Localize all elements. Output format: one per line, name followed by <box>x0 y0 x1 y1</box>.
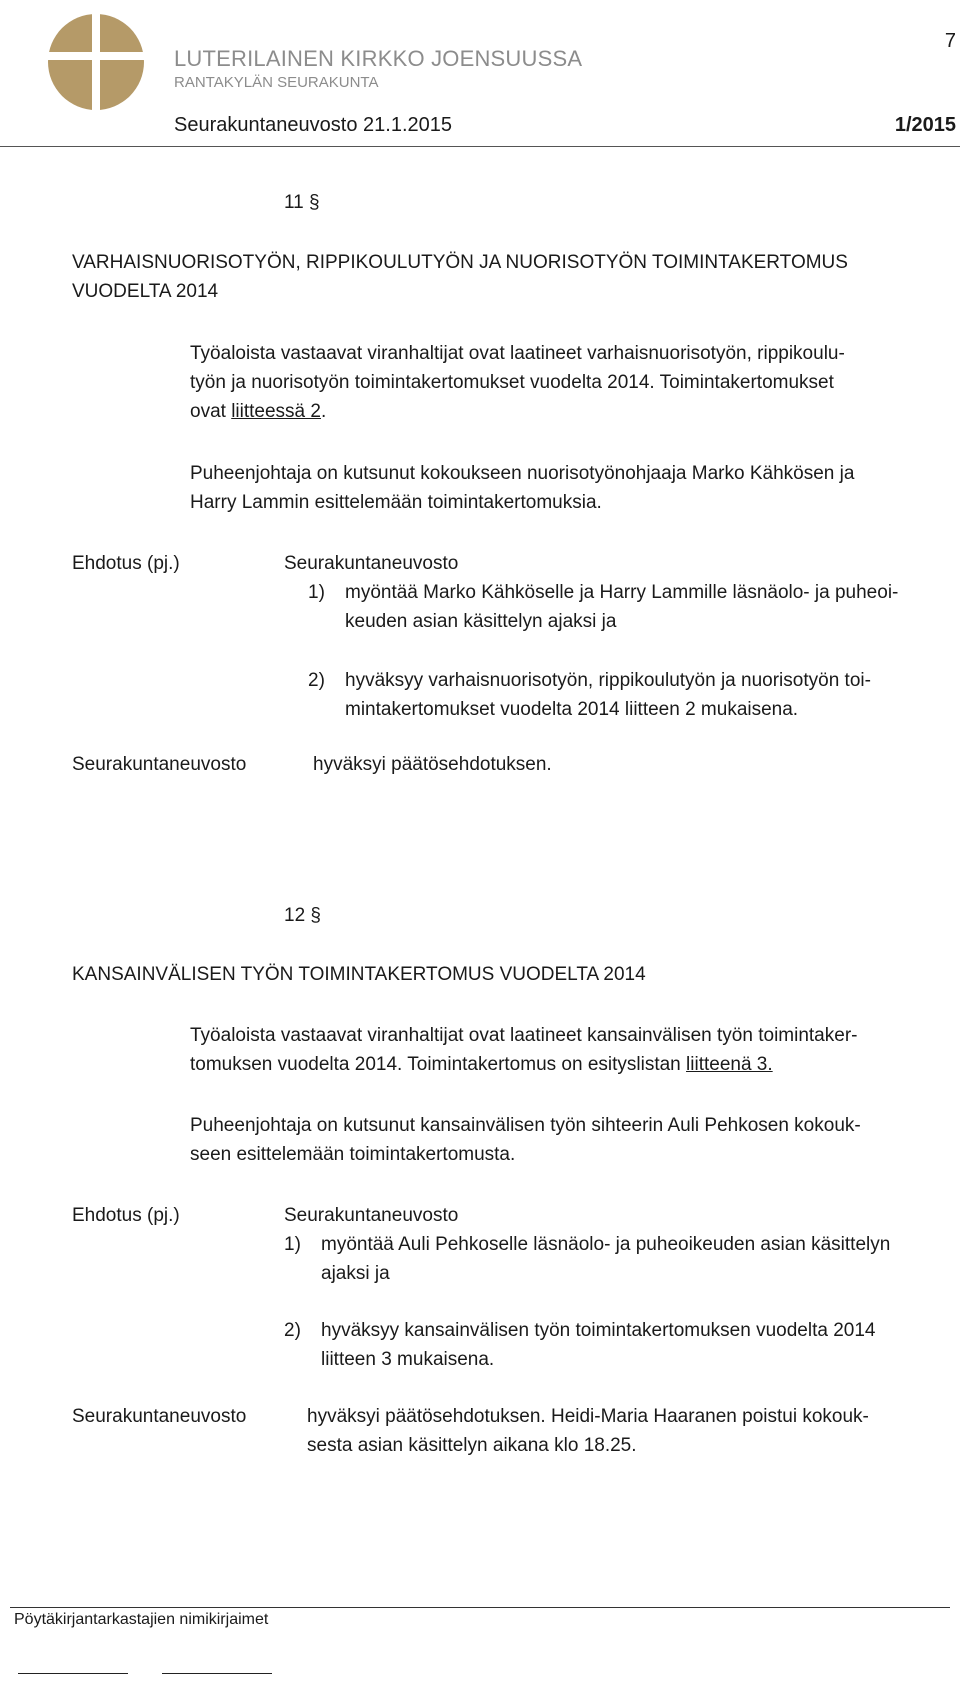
section-11-item1-line1: myöntää Marko Kähköselle ja Harry Lammille läsnäolo- ja puheoi- <box>345 582 899 603</box>
organization-subtitle: RANTAKYLÄN SEURAKUNTA <box>174 74 379 91</box>
text-fragment: tomuksen vuodelta 2014. Toimintakertomus on esityslistan <box>190 1054 687 1075</box>
section-12-item2-number: 2) <box>284 1320 301 1341</box>
section-11-item1-line2: keuden asian käsittelyn ajaksi ja <box>345 611 617 632</box>
section-11-paragraph1-line3 <box>190 397 326 426</box>
signature-line <box>18 1673 128 1674</box>
section-12-decision-label: Seurakuntaneuvosto <box>72 1406 247 1427</box>
section-12-item2-line1: hyväksyy kansainvälisen työn toimintakertomuksen vuodelta 2014 <box>321 1320 876 1341</box>
text-fragment: ovat <box>190 401 232 422</box>
section-11-decision-label: Seurakuntaneuvosto <box>72 754 247 775</box>
section-12-proposal-subject: Seurakuntaneuvosto <box>284 1205 459 1226</box>
section-11-paragraph1-line2: työn ja nuorisotyön toimintakertomukset vuodelta 2014. Toimintakertomukset <box>190 372 834 393</box>
attachment-3-link[interactable]: liitteenä 3. <box>686 1054 773 1075</box>
cross-emblem-icon <box>44 10 148 114</box>
section-11-paragraph2-line2: Harry Lammin esittelemään toimintakertomuksia. <box>190 492 602 513</box>
section-11-proposal-label: Ehdotus (pj.) <box>72 553 180 574</box>
section-12-item1-line2: ajaksi ja <box>321 1263 390 1284</box>
section-12-paragraph2-line1: Puheenjohtaja on kutsunut kansainvälisen työn sihteerin Auli Pehkosen kokouk- <box>190 1115 861 1136</box>
section-12-number: 12 § <box>284 905 321 926</box>
section-11-title-line2: VUODELTA 2014 <box>72 281 219 302</box>
header-divider <box>0 146 960 147</box>
section-11-item2-line2: mintakertomukset vuodelta 2014 liitteen 2 mukaisena. <box>345 699 799 720</box>
footer-initials-label: Pöytäkirjantarkastajien nimikirjaimet <box>14 1611 269 1628</box>
minutes-number: 1/2015 <box>894 114 956 136</box>
section-11-proposal-subject: Seurakuntaneuvosto <box>284 553 459 574</box>
section-11-item2-number: 2) <box>308 670 325 691</box>
text-fragment: . <box>320 401 327 422</box>
section-11-item2-line1: hyväksyy varhaisnuorisotyön, rippikoulutyön ja nuorisotyön toi- <box>345 670 871 691</box>
section-12-paragraph2-line2: seen esittelemään toimintakertomusta. <box>190 1144 516 1165</box>
section-12-item1-line1: myöntää Auli Pehkoselle läsnäolo- ja puheoikeuden asian käsittelyn <box>321 1234 891 1255</box>
section-11-paragraph2-line1: Puheenjohtaja on kutsunut kokoukseen nuorisotyönohjaaja Marko Kähkösen ja <box>190 463 855 484</box>
attachment-2-link[interactable]: liitteessä 2 <box>231 401 321 422</box>
section-12-item1-number: 1) <box>284 1234 301 1255</box>
page-number: 7 <box>944 30 956 52</box>
section-11-decision-text: hyväksyi päätösehdotuksen. <box>313 754 552 775</box>
section-12-decision-line2: sesta asian käsittelyn aikana klo 18.25. <box>307 1435 637 1456</box>
section-12-decision-line1: hyväksyi päätösehdotuksen. Heidi-Maria Haaranen poistui kokouk- <box>307 1406 869 1427</box>
signature-line <box>162 1673 272 1674</box>
section-12-paragraph1-line2 <box>190 1050 773 1079</box>
footer-divider <box>10 1607 950 1608</box>
section-12-item2-line2: liitteen 3 mukaisena. <box>321 1349 495 1370</box>
section-11-item1-number: 1) <box>308 582 325 603</box>
section-12-title: KANSAINVÄLISEN TYÖN TOIMINTAKERTOMUS VUODELTA 2014 <box>72 964 646 985</box>
meeting-title: Seurakuntaneuvosto 21.1.2015 <box>174 114 452 136</box>
section-11-title-line1: VARHAISNUORISOTYÖN, RIPPIKOULUTYÖN JA NUORISOTYÖN TOIMINTAKERTOMUS <box>72 252 848 273</box>
organization-name: LUTERILAINEN KIRKKO JOENSUUSSA <box>174 46 583 71</box>
section-11-paragraph1-line1: Työaloista vastaavat viranhaltijat ovat laatineet varhaisnuorisotyön, rippikoulu- <box>190 343 845 364</box>
section-12-proposal-label: Ehdotus (pj.) <box>72 1205 180 1226</box>
section-11-number: 11 § <box>284 192 320 213</box>
section-12-paragraph1-line1: Työaloista vastaavat viranhaltijat ovat laatineet kansainvälisen työn toimintaker- <box>190 1025 858 1046</box>
